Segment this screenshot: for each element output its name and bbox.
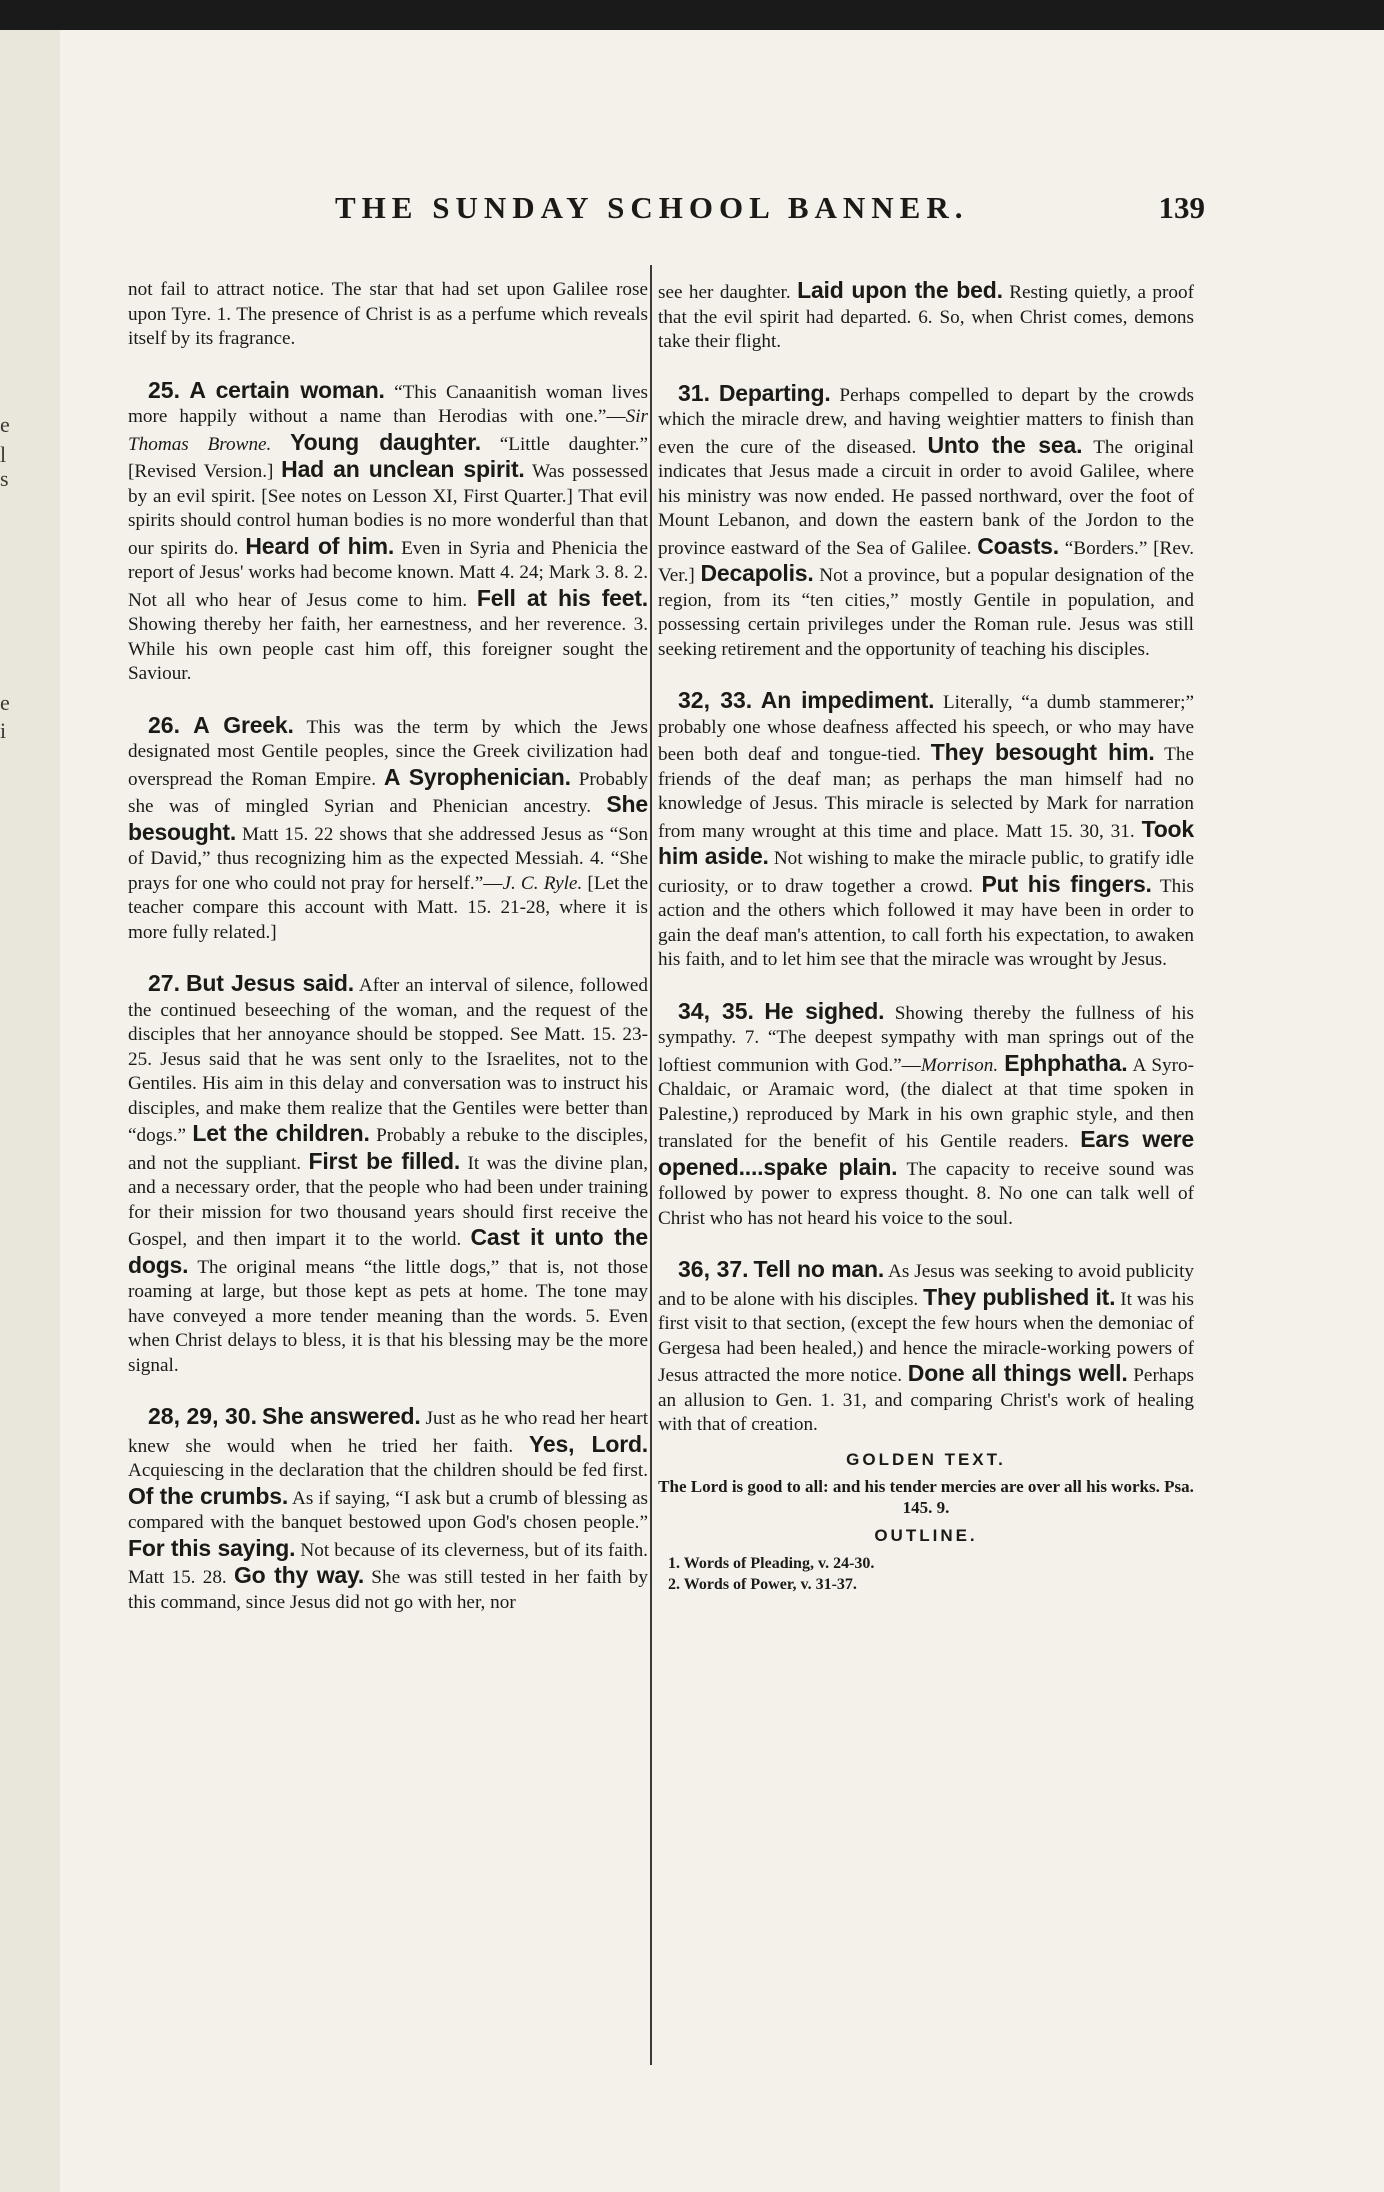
keyword: He sighed.	[764, 997, 885, 1024]
citation: Morrison.	[920, 1054, 999, 1076]
keyword: Tell no man.	[753, 1256, 885, 1282]
verse-number: 34, 35.	[678, 997, 754, 1024]
keyword: They besought him.	[930, 739, 1155, 765]
keyword: She besought.	[128, 791, 648, 845]
golden-text-box	[658, 1448, 1194, 1595]
edge-mark: l	[0, 442, 7, 467]
keyword: For this saying.	[128, 1534, 296, 1561]
keyword: Took him aside.	[658, 815, 1194, 869]
verse-number: 32, 33.	[678, 687, 753, 713]
golden-text: The Lord is good to all: and his tender mercies are over all his works. Psa. 145. 9.	[658, 1477, 1194, 1517]
keyword: Of the crumbs.	[128, 1482, 289, 1509]
keyword: An impediment.	[760, 687, 935, 713]
keyword: Ephphatha.	[1004, 1049, 1128, 1076]
keyword: Ears were opened....spake plain.	[658, 1126, 1194, 1180]
keyword: Put his fingers.	[981, 870, 1152, 897]
left-column	[128, 278, 648, 2042]
paragraph-31: 31. Departing. Perhaps compelled to depart by the crowds which the miracle drew, and having weightier matters to finish than even the cure of the diseased. Unto the sea. The original indicates that Jesus made a circuit in order to avoid Galilee, where his ministry was now ended. He passed northward, over the foot of Mount Lebanon, and down the eastern bank of the Jordon to the province eastward of the Sea of Galilee. Coasts. “Borders.” [Rev. Ver.] Decapolis. Not a province, but a popular designation of the region, from its “ten cities,” mostly Gentile in population, and possessing certain privileges under the Roman rule. Jesus was still seeking retirement and the opportunity of teaching his disciples.	[658, 379, 1195, 660]
keyword: Decapolis.	[700, 560, 814, 586]
paragraph-36-37: 36, 37. Tell no man. As Jesus was seeking to avoid publicity and to be alone with his disciples. They published it. It was his first visit to that section, (except the few hours when the demoniac of Gergesa had been healed,) and hence the miracle-working powers of Jesus attracted the more notice. Done all things well. Perhaps an allusion to Gen. 1. 31, and comparing Christ's work of healing with that of creation.	[658, 1256, 1195, 1435]
keyword: Let the children.	[192, 1120, 370, 1146]
verse-number: 25.	[148, 376, 180, 403]
paragraph-text: not fail to attract notice. The star that had set upon Galilee rose upon Tyre. 1. The presence of Christ is as a perfume which reveals itself by its fragrance.	[128, 279, 648, 349]
keyword: Go thy way.	[233, 1562, 365, 1588]
keyword: She answered.	[261, 1403, 421, 1429]
edge-mark: e	[0, 412, 10, 437]
keyword: Cast it unto the dogs.	[128, 1224, 648, 1278]
keyword: Had an unclean spirit.	[281, 456, 525, 482]
page-number: 139	[1158, 190, 1205, 225]
keyword: First be filled.	[308, 1147, 461, 1174]
paragraph-25: 25. A certain woman. “This Canaanitish woman lives more happily without a name than Herodias with one.”—Sir Thomas Browne. Young daughter. “Little daughter.” [Revised Version.] Had an unclean spirit. Was possessed by an evil spirit. [See notes on Lesson XI, First Quarter.] That evil spirits should control human bodies is no more wonderful than that our spirits do. Heard of him. Even in Syria and Phenicia the report of Jesus' works had become known. Matt 4. 24; Mark 3. 8. 2. Not all who hear of Jesus come to him. Fell at his feet. Showing thereby her faith, her earnestness, and her reverence. 3. While his own people cast him off, this foreigner sought the Saviour.	[128, 376, 648, 684]
verse-number: 36, 37.	[678, 1256, 749, 1282]
edge-mark: e	[0, 690, 10, 715]
keyword: They published it.	[923, 1283, 1116, 1310]
keyword: Coasts.	[977, 532, 1059, 559]
keyword: But Jesus said.	[185, 970, 354, 996]
keyword: A Greek.	[193, 711, 294, 738]
keyword: Yes, Lord.	[529, 1430, 648, 1457]
running-title: THE SUNDAY SCHOOL BANNER.	[335, 190, 969, 225]
paragraph-32-33: 32, 33. An impediment. Literally, “a dumb stammerer;” probably one whose deafness affected his speech, or who may have been both deaf and tongue-tied. They besought him. The friends of the deaf man; as perhaps the man himself had no knowledge of Jesus. This miracle is selected by Mark for narration from many wrought at this time and place. Matt 15. 30, 31. Took him aside. Not wishing to make the miracle public, to gratify idle curiosity, or to draw together a crowd. Put his fingers. This action and the others which followed it may have been in order to gain the deaf man's attention, to call forth his expectation, to awaken his faith, and to let him see that the miracle was wrought by Jesus.	[658, 687, 1195, 970]
edge-mark: s	[0, 466, 9, 491]
verse-number: 27.	[148, 970, 180, 996]
paragraph	[128, 278, 648, 352]
paragraph-34-35: 34, 35. He sighed. Showing thereby the fullness of his sympathy. 7. “The deepest sympathy with man springs out of the loftiest communion with God.”—Morrison. Ephphatha. A Syro-Chaldaic, or Aramaic word, (the dialect at that time spoken in Palestine,) reproduced by Mark in his own graphic style, and then translated for the benefit of his Gentile readers. Ears were opened....spake plain. The capacity to receive sound was followed by power to express thought. 8. No one can talk well of Christ who has not heard his voice to the soul.	[658, 997, 1194, 1229]
keyword: Laid upon the bed.	[797, 277, 1003, 303]
facing-page-edge	[0, 30, 63, 2192]
edge-mark: i	[0, 718, 7, 743]
outline-item: 1. Words of Pleading, v. 24-30.	[668, 1554, 875, 1572]
verse-number: 28, 29, 30.	[148, 1403, 257, 1429]
golden-text-heading: GOLDEN TEXT.	[846, 1449, 1006, 1469]
citation: Sir Thomas Browne.	[128, 406, 648, 455]
keyword: A Syrophenician.	[383, 763, 571, 790]
right-column	[658, 278, 1194, 2042]
keyword: Young daughter.	[290, 428, 481, 455]
outline-item: 2. Words of Power, v. 31-37.	[668, 1575, 857, 1593]
keyword: Heard of him.	[245, 532, 395, 559]
paragraph: see her daughter. Laid upon the bed. Resting quietly, a proof that the evil spirit had departed. 6. So, when Christ comes, demons take their flight.	[658, 277, 1194, 352]
page-header	[275, 190, 1235, 240]
keyword: Fell at his feet.	[476, 584, 648, 611]
citation: J. C. Ryle.	[502, 872, 583, 894]
paragraph-26: 26. A Greek. This was the term by which the Jews designated most Gentile peoples, since the Greek civilization had overspread the Roman Empire. A Syrophenician. Probably she was of mingled Syrian and Phenician ancestry. She besought. Matt 15. 22 shows that she addressed Jesus as “Son of David,” thus recognizing him as the expected Messiah. 4. “She prays for one who could not pray for herself.”—J. C. Ryle. [Let the teacher compare this account with Matt. 15. 21-28, where it is more fully related.]	[128, 711, 649, 943]
keyword: Unto the sea.	[927, 431, 1083, 458]
paragraph-28-30: 28, 29, 30. She answered. Just as he who read her heart knew she would when he tried her faith. Yes, Lord. Acquiescing in the declaration that the children should be fed first. Of the crumbs. As if saying, “I ask but a crumb of blessing as compared with the banquet bestowed upon God's chosen people.” For this saying. Not because of its cleverness, but of its faith. Matt 15. 28. Go thy way. She was still tested in her faith by this command, since Jesus did not go with her, nor	[128, 1403, 649, 1613]
keyword: Departing.	[718, 379, 831, 406]
keyword: A certain woman.	[189, 376, 385, 403]
column-divider	[650, 265, 652, 2065]
paragraph-27: 27. But Jesus said. After an interval of silence, followed the continued beseeching of the woman, and the request of the disciples that her annoyance should be stopped. See Matt. 15. 23-25. Jesus said that he was sent only to the Israelites, not to the Gentiles. His aim in this delay and conversation was to instruct his disciples, and make them realize that the Gentiles were better than “dogs.” Let the children. Probably a rebuke to the disciples, and not the suppliant. First be filled. It was the divine plan, and a necessary order, that the people who had been under training for their mission for two thousand years should first receive the Gospel, and then impart it to the world. Cast it unto the dogs. The original means “the little dogs,” that is, not those roaming at large, but those kept as pets at home. The tone may have conveyed a more tender meaning than the words. 5. Even when Christ delays to bless, it is that his blessing may be the more signal.	[128, 970, 649, 1376]
keyword: Done all things well.	[907, 1360, 1128, 1386]
verse-number: 26.	[148, 711, 180, 738]
verse-number: 31.	[678, 379, 710, 406]
outline-heading: OUTLINE.	[874, 1526, 978, 1545]
